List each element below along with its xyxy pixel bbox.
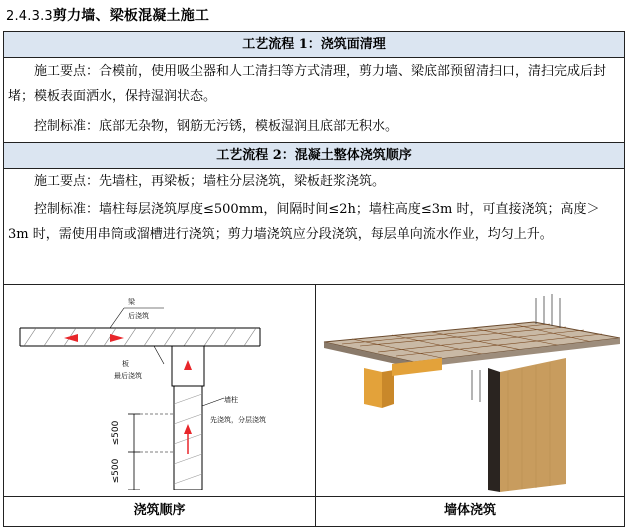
label-slab: 板: [122, 360, 129, 368]
process1-standard: 控制标准：底部无杂物，钢筋无污锈，模板湿润且底部无积水。: [34, 119, 399, 134]
wall-pour-rendering: [322, 290, 620, 492]
image-row-top-border: [4, 284, 624, 285]
label-wall-first: 先浇筑，分层浇筑: [210, 416, 266, 424]
dim-layer-2: ≤500: [111, 458, 121, 484]
label-beam: 梁: [128, 298, 135, 306]
process2-points: 施工要点：先墙柱，再梁板；墙柱分层浇筑，梁板赶浆浇筑。: [34, 174, 386, 189]
section-number: 2.4.3.3: [6, 9, 53, 24]
dim-layer-1: ≤500: [111, 420, 121, 446]
label-wall-column: 墙柱: [224, 396, 238, 404]
section-heading: 剪力墙、梁板混凝土施工: [52, 8, 210, 24]
process1-points: 施工要点：合模前，使用吸尘器和人工清扫等方式清理，剪力墙、梁底部预留清扫口，清扫完成后封堵；模板表面洒水，保持湿润状态。: [8, 64, 607, 104]
pour-sequence-diagram: [14, 294, 308, 490]
process-table: [3, 31, 625, 527]
label-slab-last: 最后浇筑: [114, 372, 142, 380]
process2-header: 工艺流程 2：混凝土整体浇筑顺序: [4, 142, 624, 169]
image-column-divider: [315, 285, 316, 527]
label-beam-later: 后浇筑: [128, 312, 149, 320]
caption-pour-sequence: 浇筑顺序: [133, 503, 186, 518]
process1-header: 工艺流程 1：浇筑面清理: [4, 32, 624, 58]
section-title: [6, 5, 209, 25]
caption-wall-pour: 墙体浇筑: [443, 503, 496, 518]
process2-standard: 控制标准：墙柱每层浇筑厚度≤500mm，间隔时间≤2h；墙柱高度≤3m 时，可直接浇筑；高度＞3m 时，需使用串筒或溜槽进行浇筑；剪力墙浇筑应分段浇筑，每层单向流水作业，均匀上升。: [8, 202, 600, 242]
